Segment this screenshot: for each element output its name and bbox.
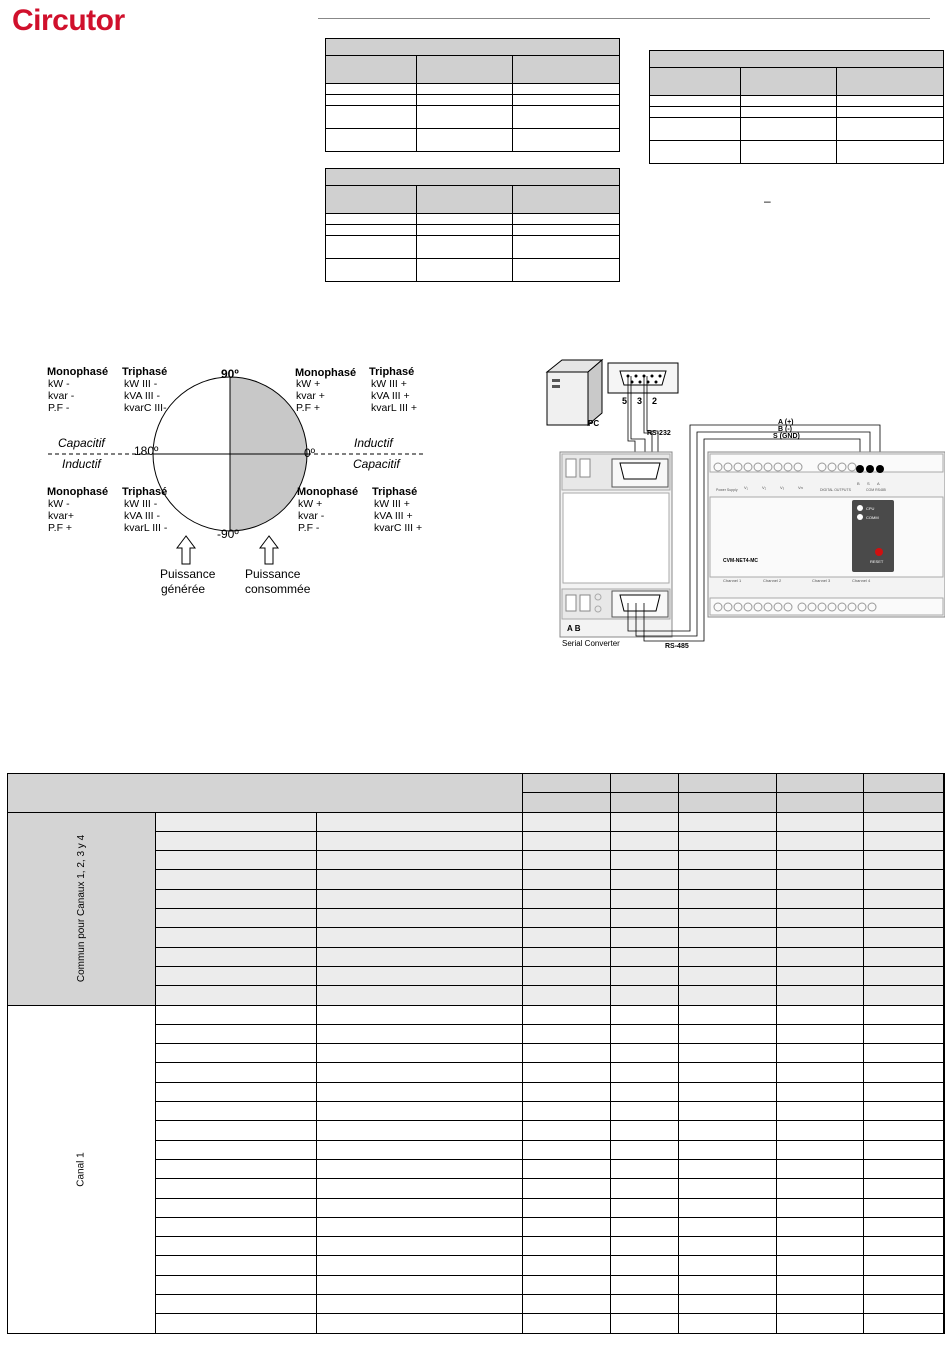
br-mono-3: P.F - — [298, 522, 320, 534]
tl-mono-3: P.F - — [48, 402, 70, 414]
device-model: CVM-NET4-MC — [723, 558, 758, 564]
mini-table-3 — [649, 50, 944, 164]
br-tri-3: kvarC III + — [374, 522, 423, 534]
signal-a: A (+) — [778, 419, 794, 426]
generated-line1: Puissance — [160, 567, 216, 581]
tl-mono-2: kvar - — [48, 390, 75, 402]
dash-mark: – — [764, 194, 771, 208]
ab-label: A B — [567, 624, 581, 633]
bl-tri-title: Triphasé — [122, 486, 168, 498]
arrow-consumed-icon — [260, 536, 278, 564]
group-common-cell — [8, 812, 156, 1005]
axis-left-upper: Capacitif — [58, 436, 105, 450]
rs232-label: RS-232 — [647, 430, 671, 437]
tl-tri-1: kW III - — [124, 378, 158, 390]
bl-tri-1: kW III - — [124, 498, 158, 510]
tr-tri-title: Triphasé — [369, 366, 415, 378]
tl-tri-title: Triphasé — [122, 366, 168, 378]
br-mono-title: Monophasé — [297, 486, 359, 498]
axis-right-lower: Capacitif — [353, 457, 400, 471]
axis-left-lower: Inductif — [62, 457, 101, 471]
label-bus-a: A — [877, 481, 880, 486]
reset-button-icon — [875, 548, 883, 556]
label-v3: V₃ — [780, 485, 785, 490]
pin-3: 3 — [637, 396, 643, 406]
register-table — [7, 773, 945, 1334]
br-tri-2: kVA III + — [374, 510, 413, 522]
channel-3-label: Channel 3 — [812, 578, 831, 583]
terminal-a — [856, 465, 864, 473]
brand-logo: Circutor — [12, 4, 125, 37]
db9-connector-icon — [608, 363, 678, 393]
led-comm-label: COMM — [866, 515, 879, 520]
br-mono-1: kW + — [298, 498, 323, 510]
label-power: Power Supply — [716, 488, 738, 492]
bl-mono-1: kW - — [48, 498, 70, 510]
tl-tri-3: kvarC III- — [124, 402, 167, 414]
rs485-label: RS-485 — [665, 643, 689, 650]
bl-mono-2: kvar+ — [48, 510, 74, 522]
group-common-label: Commun pour Canaux 1, 2, 3 y 4 — [76, 834, 88, 983]
channel-2-label: Channel 2 — [763, 578, 782, 583]
bl-mono-3: P.F + — [48, 522, 73, 534]
pc-icon — [547, 360, 602, 425]
bl-tri-2: kVA III - — [124, 510, 160, 522]
label-v1: V₁ — [744, 485, 749, 490]
br-mono-2: kvar - — [298, 510, 325, 522]
consumed-line2: consommée — [245, 582, 311, 596]
arrow-generated-icon — [177, 536, 195, 564]
label-vn: Vn — [798, 485, 803, 490]
channel-4-label: Channel 4 — [852, 578, 871, 583]
serial-converter-label: Serial Converter — [562, 639, 620, 648]
label-bus-s: S — [867, 481, 870, 486]
signal-s: S (GND) — [773, 433, 800, 440]
terminal-b — [876, 465, 884, 473]
pin-2: 2 — [652, 396, 658, 406]
label-v2: V₂ — [762, 485, 767, 490]
angle-top: 90º — [221, 367, 239, 381]
comm-led-icon — [857, 514, 863, 520]
bl-tri-3: kvarL III - — [124, 522, 168, 534]
angle-bottom: -90º — [217, 527, 239, 541]
group-canal1-cell — [8, 1005, 156, 1333]
tl-mono-1: kW - — [48, 378, 70, 390]
cpu-led-icon — [857, 505, 863, 511]
br-tri-1: kW III + — [374, 498, 410, 510]
wiring-diagram — [540, 355, 945, 655]
group-canal1-label: Canal 1 — [76, 1151, 88, 1187]
tr-mono-title: Monophasé — [295, 367, 357, 379]
pin-5: 5 — [622, 396, 628, 406]
led-cpu-label: CPU — [866, 506, 875, 511]
tr-mono-1: kW + — [296, 378, 321, 390]
quadrant-diagram — [40, 360, 440, 600]
tr-tri-1: kW III + — [371, 378, 407, 390]
pc-label: PC — [588, 419, 600, 428]
reset-label: RESET — [870, 559, 884, 564]
tl-mono-title: Monophasé — [47, 366, 109, 378]
br-tri-title: Triphasé — [372, 486, 418, 498]
generated-line2: générée — [161, 582, 206, 596]
mini-table-2 — [325, 168, 620, 282]
label-com-rs485: COM RS485 — [866, 488, 886, 492]
tr-mono-3: P.F + — [296, 402, 321, 414]
bl-mono-title: Monophasé — [47, 486, 109, 498]
tr-tri-2: kVA III + — [371, 390, 410, 402]
mini-table-1 — [325, 38, 620, 152]
axis-right-upper: Inductif — [354, 436, 393, 450]
signal-b: B (-) — [778, 426, 792, 433]
channel-1-label: Channel 1 — [723, 578, 742, 583]
tr-tri-3: kvarL III + — [371, 402, 418, 414]
label-bus-b: B — [857, 481, 860, 486]
label-digital-outputs: DIGITAL OUTPUTS — [820, 488, 851, 492]
header-rule — [318, 18, 930, 19]
angle-left: 180º — [134, 444, 159, 458]
tl-tri-2: kVA III - — [124, 390, 160, 402]
tr-mono-2: kvar + — [296, 390, 325, 402]
consumed-line1: Puissance — [245, 567, 301, 581]
angle-right: 0º — [304, 446, 316, 460]
terminal-s — [866, 465, 874, 473]
